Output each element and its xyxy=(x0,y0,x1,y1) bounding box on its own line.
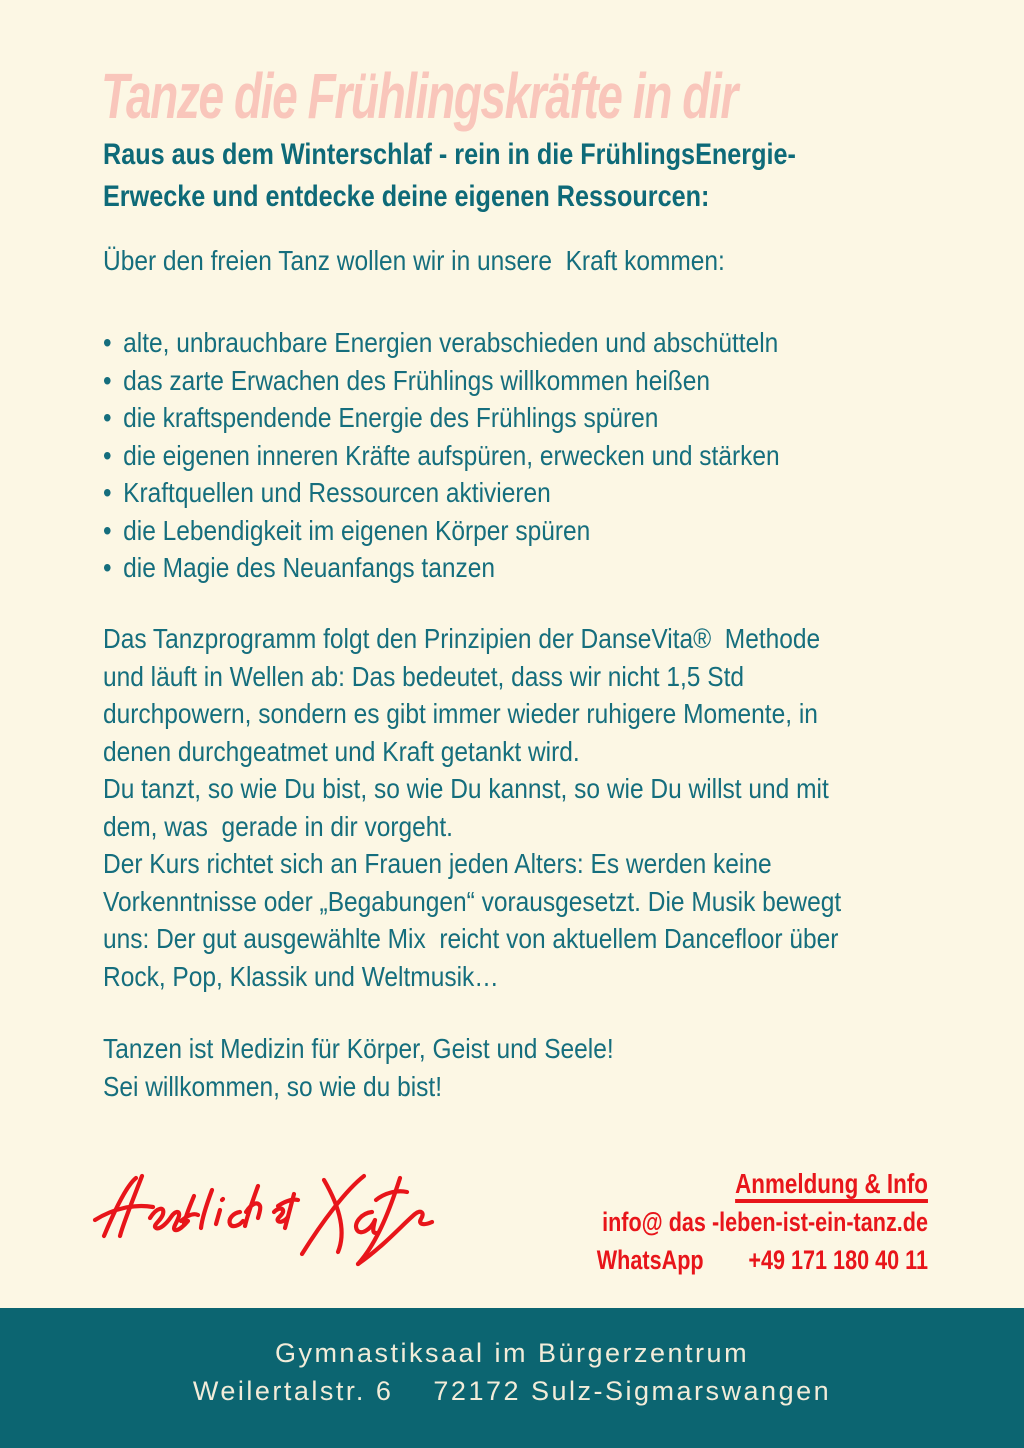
closing-statement xyxy=(103,1030,614,1106)
bullet-icon: • xyxy=(103,477,112,508)
bullet-text: die kraftspendende Energie des Frühlings spüren xyxy=(123,402,659,433)
bullet-text: Kraftquellen und Ressourcen aktivieren xyxy=(123,477,551,508)
whatsapp-number: +49 171 180 40 11 xyxy=(748,1245,928,1275)
paragraph-line: denen durchgeatmet und Kraft getankt wird. xyxy=(103,735,580,767)
lead-line: Über den freien Tanz wollen wir in unsere Kraft kommen: xyxy=(103,245,725,276)
list-item xyxy=(103,437,780,475)
paragraph-line: und läuft in Wellen ab: Das bedeutet, dass wir nicht 1,5 Std xyxy=(103,660,745,692)
paragraph-line: Du tanzt, so wie Du bist, so wie Du kannst, so wie Du willst und mit xyxy=(103,773,829,804)
whatsapp-label: WhatsApp xyxy=(596,1245,704,1275)
page-title: Tanze die Frühlingskräfte in dir xyxy=(101,60,737,132)
bullet-text: die Magie des Neuanfangs tanzen xyxy=(123,552,495,583)
contact-heading: Anmeldung & Info xyxy=(735,1168,928,1199)
footer-venue: Gymnastiksaal im Bürgerzentrum xyxy=(274,1338,750,1368)
paragraph-line: dem, was gerade in dir vorgeht. xyxy=(103,810,453,842)
list-item xyxy=(103,512,780,550)
bullet-icon: • xyxy=(103,514,112,546)
bullet-icon: • xyxy=(103,552,112,583)
contact-block xyxy=(597,1165,928,1279)
list-item xyxy=(103,324,780,362)
contact-whatsapp xyxy=(597,1241,928,1279)
bullet-text: die Lebendigkeit im eigenen Körper spüren xyxy=(123,514,591,546)
bullet-icon: • xyxy=(103,327,112,358)
paragraph-line: durchpowern, sondern es gibt immer wieder ruhigere Momente, in xyxy=(103,698,818,729)
bullet-icon: • xyxy=(103,439,112,471)
bullet-icon: • xyxy=(103,402,112,433)
paragraph-line: Vorkenntnisse oder „Begabungen“ vorausgesetzt. Die Musik bewegt xyxy=(103,885,842,917)
paragraph-line: Der Kurs richtet sich an Frauen jeden Alters: Es werden keine xyxy=(103,848,772,879)
intro-line-1: Raus aus dem Winterschlaf - rein in die FrühlingsEnergie- xyxy=(103,138,796,171)
benefits-list xyxy=(103,324,780,587)
list-item xyxy=(103,549,780,587)
paragraph-line: Rock, Pop, Klassik und Weltmusik… xyxy=(103,960,499,992)
bullet-text: die eigenen inneren Kräfte aufspüren, erwecken und stärken xyxy=(123,439,780,471)
closing-line-1: Tanzen ist Medizin für Körper, Geist und Seele! xyxy=(103,1033,614,1064)
intro-heading xyxy=(103,134,796,218)
footer-street-city: Weilertalstr. 6 72172 Sulz-Sigmarswangen xyxy=(192,1376,832,1406)
description-paragraph xyxy=(103,620,841,995)
bullet-text: alte, unbrauchbare Energien verabschieden und abschütteln xyxy=(123,327,779,358)
list-item xyxy=(103,474,780,512)
bullet-icon: • xyxy=(103,364,112,396)
intro-line-2: Erwecke und entdecke deine eigenen Ressourcen: xyxy=(103,180,710,213)
bullet-text: das zarte Erwachen des Frühlings willkommen heißen xyxy=(123,364,711,396)
footer-address-bar xyxy=(0,1308,1024,1448)
signature-handwriting-icon xyxy=(90,1152,450,1297)
paragraph-line: Das Tanzprogramm folgt den Prinzipien der DanseVita® Methode xyxy=(103,623,821,654)
contact-email: info@ das -leben-ist-ein-tanz.de xyxy=(602,1207,928,1237)
list-item xyxy=(103,362,780,400)
paragraph-line: uns: Der gut ausgewählte Mix reicht von aktuellem Dancefloor über xyxy=(103,923,839,954)
signature xyxy=(90,1152,450,1297)
lead-sentence xyxy=(103,242,725,280)
closing-line-2: Sei willkommen, so wie du bist! xyxy=(103,1071,443,1102)
list-item xyxy=(103,399,780,437)
